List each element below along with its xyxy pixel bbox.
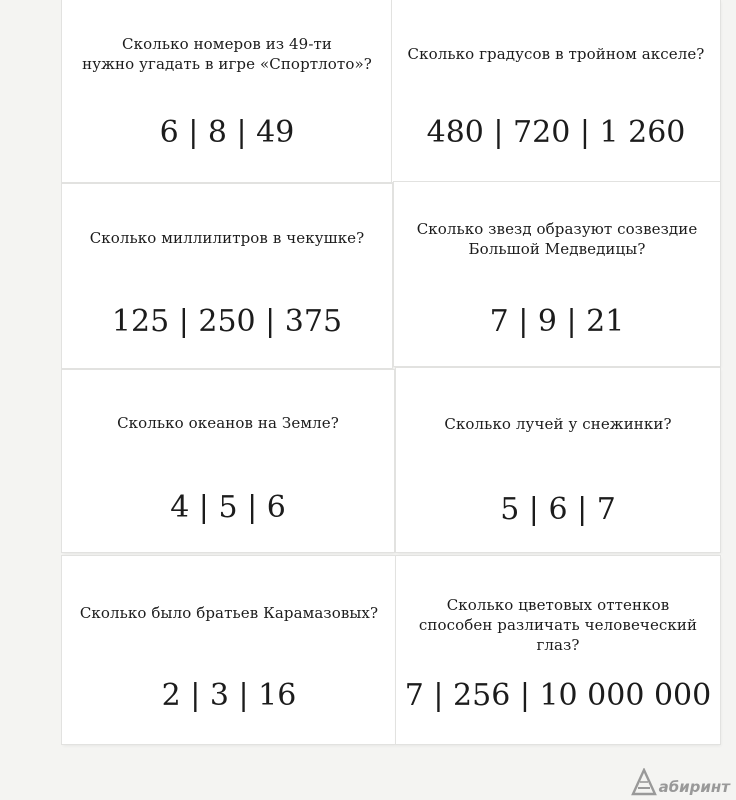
quiz-card-8: [396, 556, 720, 744]
card-question: Сколько было братьев Карамазовых?: [79, 604, 379, 622]
quiz-card-4: [394, 182, 720, 366]
card-answers: 2 | 3 | 16: [161, 678, 297, 713]
labirint-logo-icon: [631, 768, 657, 796]
card-answers: 480 | 720 | 1 260: [426, 115, 686, 150]
card-answers: 125 | 250 | 375: [111, 304, 343, 339]
watermark-text: абиринт: [658, 778, 730, 796]
card-answers: 6 | 8 | 49: [159, 115, 295, 150]
quiz-card-6: [396, 368, 720, 552]
card-question: Сколько градусов в тройном акселе?: [407, 45, 705, 63]
quiz-card-5: [62, 370, 394, 552]
card-question: Сколько лучей у снежинки?: [444, 415, 672, 433]
quiz-card-1: [62, 0, 392, 182]
card-question: Сколько океанов на Земле?: [117, 414, 339, 432]
card-answers: 7 | 256 | 10 000 000: [404, 678, 712, 713]
card-answers: 5 | 6 | 7: [500, 492, 616, 527]
card-answers: 7 | 9 | 21: [489, 304, 625, 339]
card-question: Сколько номеров из 49-ти нужно угадать в игре «Спортлото»?: [82, 35, 372, 73]
card-question: Сколько цветовых оттенков способен различать человеческий глаз?: [418, 596, 698, 654]
card-question: Сколько миллилитров в чекушке?: [89, 229, 365, 247]
labirint-watermark: [631, 768, 730, 796]
quiz-card-2: [392, 0, 720, 182]
quiz-card-3: [62, 184, 392, 368]
card-question: Сколько звезд образуют созвездие Большой Медведицы?: [416, 220, 698, 258]
quiz-card-7: [62, 556, 396, 744]
card-answers: 4 | 5 | 6: [170, 490, 286, 525]
